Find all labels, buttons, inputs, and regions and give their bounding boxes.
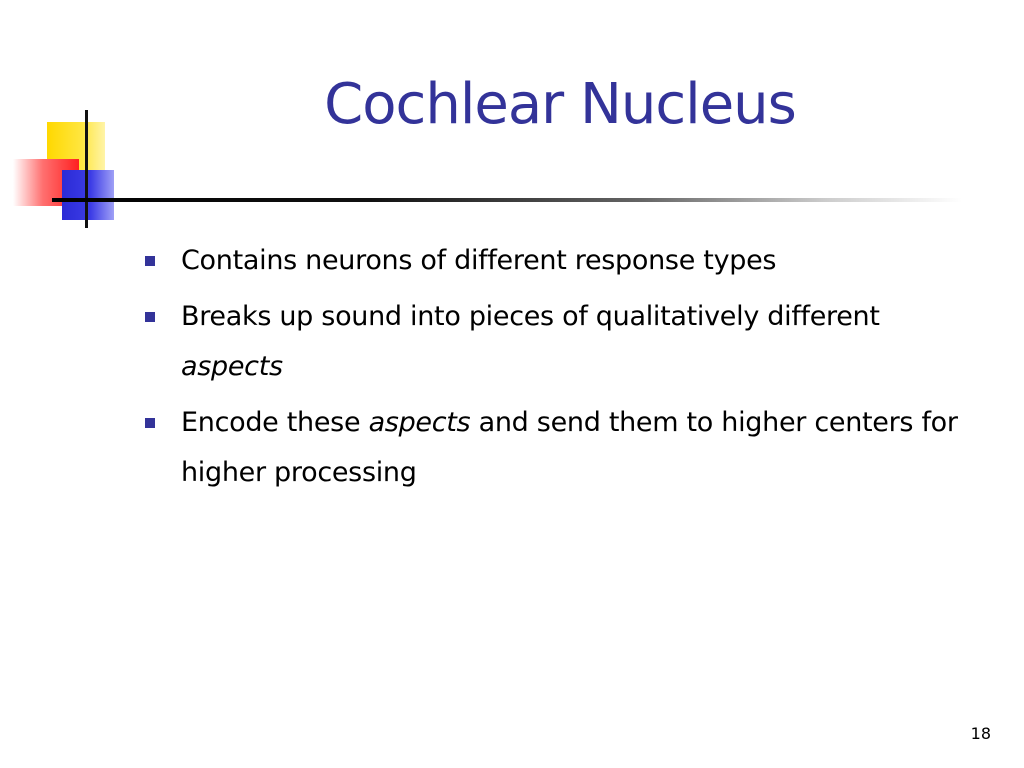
square-bullet-icon — [145, 312, 155, 322]
bullet-text: Encode these — [181, 407, 361, 438]
bullet-list — [145, 236, 995, 504]
bullet-item — [145, 292, 995, 392]
page-number: 18 — [970, 724, 991, 743]
vertical-rule — [85, 110, 88, 228]
blue-square — [62, 170, 114, 220]
title-underline-rule — [52, 198, 962, 202]
bullet-emphasis: aspects — [368, 407, 471, 438]
bullet-item — [145, 398, 995, 498]
square-bullet-icon — [145, 418, 155, 428]
slide-title: Cochlear Nucleus — [324, 72, 796, 137]
bullet-text: and send them to higher centers for higher processing — [181, 407, 958, 488]
decorative-squares-logo — [0, 0, 150, 240]
bullet-text: Breaks up sound into pieces of qualitatively different — [181, 301, 880, 332]
bullet-item — [145, 236, 995, 286]
bullet-text: Contains neurons of different response types — [181, 245, 777, 276]
square-bullet-icon — [145, 256, 155, 266]
bullet-emphasis: aspects — [181, 351, 283, 382]
